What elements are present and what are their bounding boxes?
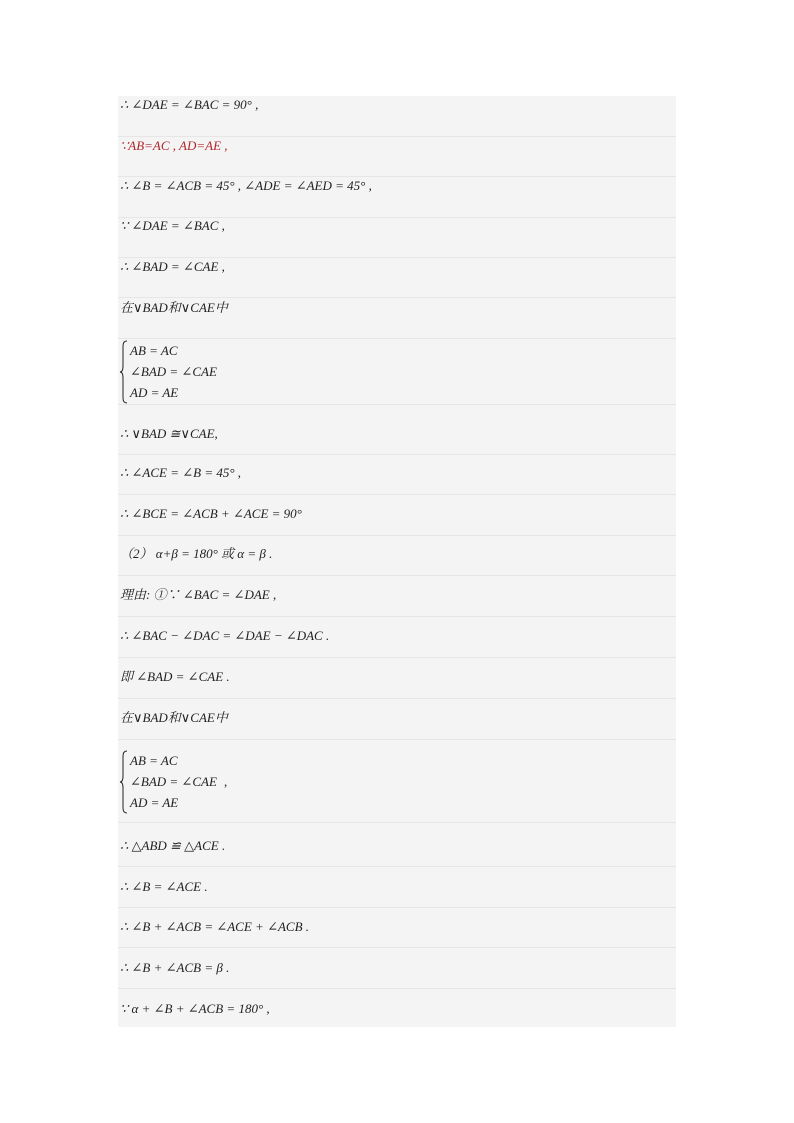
equation-system-1 [120, 340, 420, 406]
proof-line-14: 即 ∠BAD = ∠CAE . [120, 669, 230, 684]
proof-line-6: 在∨BAD和∨CAE中 [120, 300, 228, 315]
divider [118, 575, 676, 576]
divider [118, 535, 676, 536]
proof-line-3: ∴ ∠B = ∠ACB = 45° , ∠ADE = ∠AED = 45° , [120, 178, 372, 193]
system2-comma: , [224, 774, 228, 789]
proof-line-18: ∴ ∠B = ∠ACE . [120, 879, 208, 894]
equation-system-2 [120, 750, 420, 816]
divider [118, 907, 676, 908]
proof-line-5: ∴ ∠BAD = ∠CAE , [120, 259, 225, 274]
proof-line-10: ∴ ∠BCE = ∠ACB + ∠ACE = 90° [120, 506, 302, 521]
system2-row-2: ∠BAD = ∠CAE [130, 774, 217, 789]
proof-line-1: ∴ ∠DAE = ∠BAC = 90° , [120, 97, 259, 112]
proof-line-15: 在∨BAD和∨CAE中 [120, 710, 228, 725]
divider [118, 404, 676, 405]
left-brace-icon [120, 750, 128, 814]
proof-line-20: ∴ ∠B + ∠ACB = β . [120, 960, 230, 975]
proof-line-21: ∵ α + ∠B + ∠ACB = 180° , [120, 1001, 270, 1016]
divider [118, 739, 676, 740]
system1-row-1: AB = AC [130, 343, 178, 358]
proof-line-13: ∴ ∠BAC − ∠DAC = ∠DAE − ∠DAC . [120, 628, 330, 643]
proof-line-4: ∵ ∠DAE = ∠BAC , [120, 218, 225, 233]
system1-row-3: AD = AE [130, 385, 179, 400]
proof-line-8: ∴ ∨BAD ≅∨CAE, [120, 426, 218, 441]
proof-line-11: （2） α+β = 180° 或 α = β . [120, 546, 273, 561]
proof-line-2: ∵AB=AC , AD=AE , [120, 138, 228, 153]
divider [118, 338, 676, 339]
divider [118, 454, 676, 455]
left-brace-icon [120, 340, 128, 404]
divider [118, 947, 676, 948]
system2-row-3: AD = AE [130, 795, 179, 810]
divider [118, 616, 676, 617]
system1-row-2: ∠BAD = ∠CAE [130, 364, 217, 379]
proof-line-19: ∴ ∠B + ∠ACB = ∠ACE + ∠ACB . [120, 919, 310, 934]
proof-line-17: ∴ △ABD ≌ △ACE . [120, 838, 226, 853]
proof-line-9: ∴ ∠ACE = ∠B = 45° , [120, 465, 242, 480]
divider [118, 698, 676, 699]
divider [118, 494, 676, 495]
divider [118, 822, 676, 823]
system2-row-1: AB = AC [130, 753, 178, 768]
proof-line-12: 理由: ①∵ ∠BAC = ∠DAE , [120, 587, 277, 602]
divider [118, 866, 676, 867]
divider [118, 657, 676, 658]
divider [118, 988, 676, 989]
